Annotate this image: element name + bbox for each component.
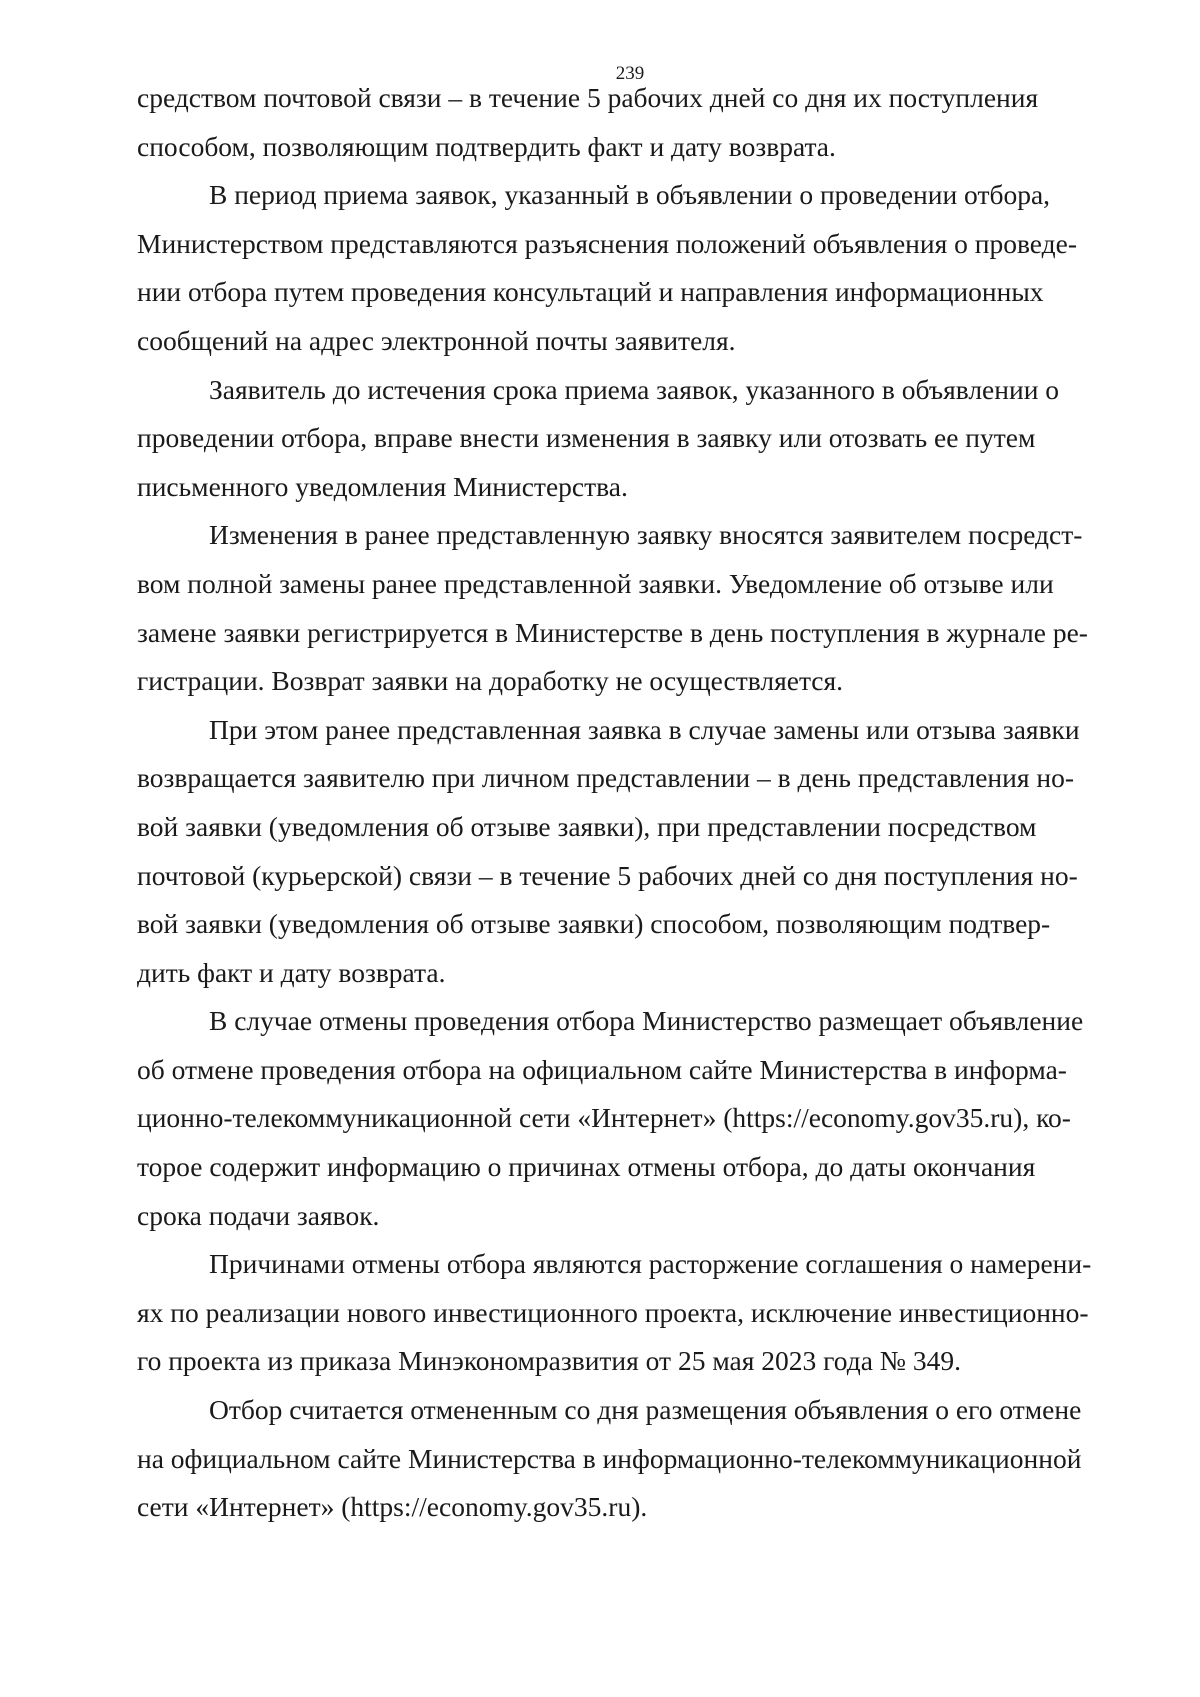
paragraph-continuation: средством почтовой связи – в течение 5 рабочих дней со дня их поступления способом, позволяющим подтвердить факт и дату возврата. bbox=[137, 82, 1039, 162]
paragraph-cancellation-notice: В случае отмены проведения отбора Министерство размещает объявление об отмене проведения отбора на официальном сайте Министерства в информа- ционно-телекоммуникационной сети «Интернет» (https://economy.gov35.ru), ко- торое содержит информацию о причинах отмены отбора, до даты окончания срока подачи заявок. bbox=[137, 1005, 1084, 1231]
paragraph-replacement: Изменения в ранее представленную заявку вносятся заявителем посредст- вом полной замены ранее представленной заявки. Уведомление об отзыве или замене заявки регистрируется в Министерстве в день поступления в журнале ре- гистрации. Возврат заявки на доработку не осуществляется. bbox=[137, 519, 1088, 697]
paragraph-consultations: В период приема заявок, указанный в объявлении о проведении отбора, Министерством представляются разъяснения положений объявления о проведе- нии отбора путем проведения консультаций и направления информационных сообщений на адрес электронной почты заявителя. bbox=[137, 179, 1077, 356]
page-number: 239 bbox=[615, 63, 645, 84]
paragraph-changes-withdrawal: Заявитель до истечения срока приема заявок, указанного в объявлении о проведении отбора, вправе внести изменения в заявку или отозвать ее путем письменного уведомления Министерства. bbox=[137, 373, 1060, 502]
document-body bbox=[137, 74, 1125, 1532]
paragraph-cancellation-effective: Отбор считается отмененным со дня размещения объявления о его отмене на официальном сайте Министерства в информационно-телекоммуникационной сети «Интернет» (https://economy.gov35.ru). bbox=[137, 1394, 1082, 1523]
paragraph-cancellation-reasons: Причинами отмены отбора являются расторжение соглашения о намерени- ях по реализации нового инвестиционного проекта, исключение инвестиционно- го проекта из приказа Минэкономразвития от 25 мая 2023 года № 349. bbox=[137, 1248, 1092, 1377]
paragraph-return-of-application: При этом ранее представленная заявка в случае замены или отзыва заявки возвращается заявителю при личном представлении – в день представления но- вой заявки (уведомления об отзыве заявки), при представлении посредством почтовой (курьерской) связи – в течение 5 рабочих дней со дня поступления но- вой заявки (уведомления об отзыве заявки) способом, позволяющим подтвер- дить факт и дату возврата. bbox=[137, 713, 1080, 988]
